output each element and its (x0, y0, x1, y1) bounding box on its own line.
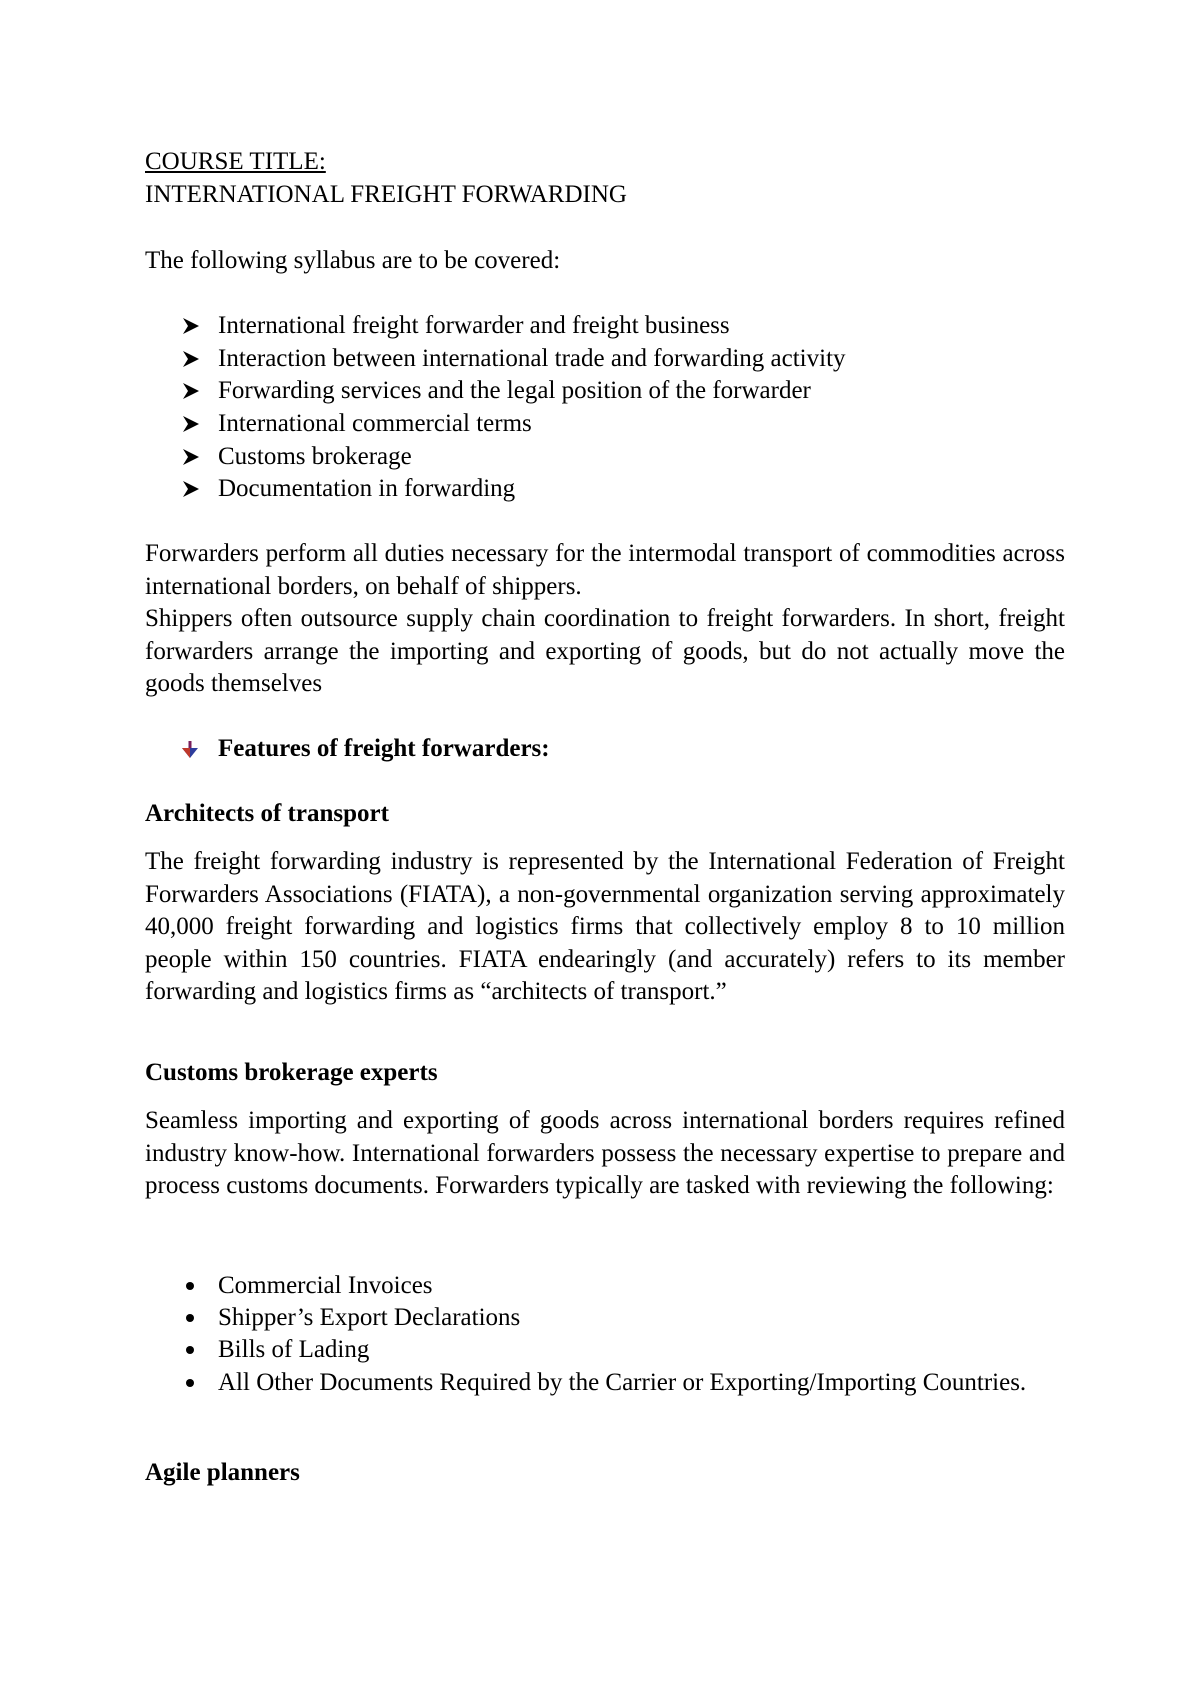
down-arrow-bullet-icon (182, 741, 198, 759)
section-heading: Customs brokerage experts (145, 1059, 438, 1086)
document-item: Shipper’s Export Declarations (218, 1304, 521, 1331)
syllabus-item: Interaction between international trade and forwarding activity (218, 345, 846, 372)
arrow-bullet-icon (181, 479, 201, 499)
syllabus-item: International freight forwarder and freight business (218, 312, 730, 339)
section-body: The freight forwarding industry is represented by the International Federation of Freight Forwarders Associations (FIATA), a non-governmental organization serving approximately 40,000 freight forwarding and logistics firms that collectively employ 8 to 10 million people within 150 countries. FIATA endearingly (and accurately) refers to its member forwarding and logistics firms as “architects of transport.” (145, 848, 1065, 1005)
document-item: Bills of Lading (218, 1336, 370, 1363)
syllabus-item: Customs brokerage (218, 443, 412, 470)
bullet-dot-icon (186, 1379, 194, 1387)
overview-paragraph: Forwarders perform all duties necessary for the intermodal transport of commodities across international borders, on behalf of shippers. (145, 540, 1065, 600)
bullet-dot-icon (186, 1346, 194, 1354)
arrow-bullet-icon (181, 414, 201, 434)
arrow-bullet-icon (181, 381, 201, 401)
syllabus-item: Documentation in forwarding (218, 475, 516, 502)
syllabus-intro: The following syllabus are to be covered: (145, 247, 561, 274)
syllabus-item: Forwarding services and the legal position of the forwarder (218, 377, 811, 404)
bullet-dot-icon (186, 1282, 194, 1290)
arrow-bullet-icon (181, 447, 201, 467)
section-heading: Agile planners (145, 1459, 300, 1486)
syllabus-item: International commercial terms (218, 410, 532, 437)
document-item: All Other Documents Required by the Carrier or Exporting/Importing Countries. (218, 1369, 1027, 1396)
section-body: Seamless importing and exporting of goods across international borders requires refined industry know-how. International forwarders possess the necessary expertise to prepare and process customs documents. Forwarders typically are tasked with reviewing the following: (145, 1107, 1065, 1199)
arrow-bullet-icon (181, 316, 201, 336)
features-heading: Features of freight forwarders: (218, 735, 550, 762)
overview-paragraph: Shippers often outsource supply chain coordination to freight forwarders. In short, freight forwarders arrange the importing and exporting of goods, but do not actually move the goods themselves (145, 605, 1065, 697)
document-item: Commercial Invoices (218, 1272, 433, 1299)
section-heading: Architects of transport (145, 800, 389, 827)
course-title-label: COURSE TITLE: (145, 148, 326, 175)
bullet-dot-icon (186, 1314, 194, 1322)
course-title: INTERNATIONAL FREIGHT FORWARDING (145, 181, 627, 208)
arrow-bullet-icon (181, 349, 201, 369)
